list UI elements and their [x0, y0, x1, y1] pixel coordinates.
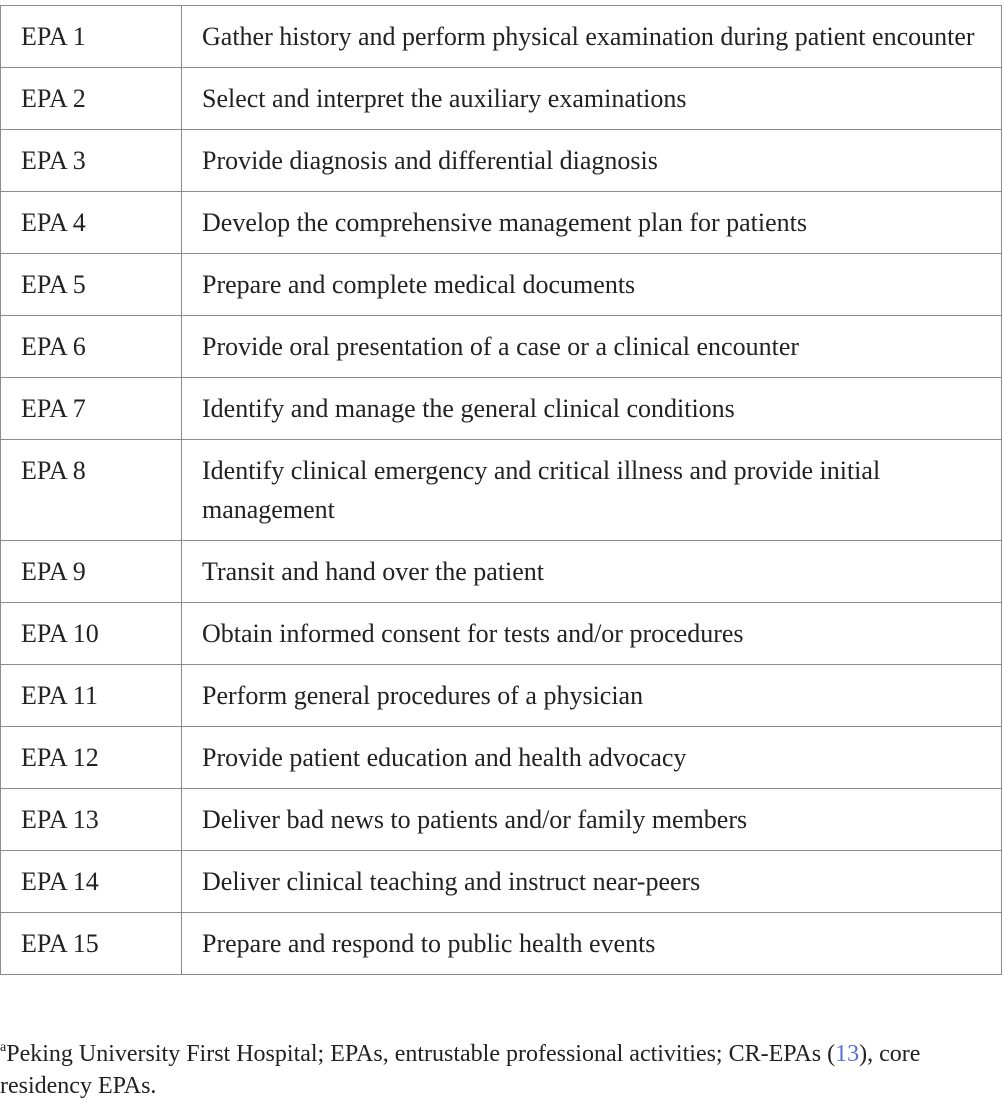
epa-description-cell: Identify clinical emergency and critical illness and provide initial management: [182, 440, 1002, 541]
epa-description-cell: Gather history and perform physical examination during patient encounter: [182, 6, 1002, 68]
table-row: [1, 316, 1002, 378]
footnote-text-before: Peking University First Hospital; EPAs, entrustable professional activities; CR-EPAs (: [6, 1041, 836, 1067]
epa-id-cell: EPA 3: [1, 130, 182, 192]
epa-id-cell: EPA 14: [1, 851, 182, 913]
epa-description-cell: Perform general procedures of a physician: [182, 665, 1002, 727]
epa-description-cell: Prepare and complete medical documents: [182, 254, 1002, 316]
table-row: [1, 378, 1002, 440]
epa-id-cell: EPA 10: [1, 603, 182, 665]
epa-description-cell: Provide diagnosis and differential diagnosis: [182, 130, 1002, 192]
epa-table: [0, 5, 1002, 975]
epa-description-cell: Obtain informed consent for tests and/or procedures: [182, 603, 1002, 665]
epa-description-cell: Transit and hand over the patient: [182, 541, 1002, 603]
table-row: [1, 541, 1002, 603]
table-row: [1, 68, 1002, 130]
epa-description-cell: Provide oral presentation of a case or a clinical encounter: [182, 316, 1002, 378]
table-row: [1, 603, 1002, 665]
epa-id-cell: EPA 1: [1, 6, 182, 68]
epa-description-cell: Deliver clinical teaching and instruct near-peers: [182, 851, 1002, 913]
epa-description-cell: Provide patient education and health advocacy: [182, 727, 1002, 789]
table-row: [1, 851, 1002, 913]
table-row: [1, 254, 1002, 316]
epa-id-cell: EPA 13: [1, 789, 182, 851]
table-row: [1, 913, 1002, 975]
table-row: [1, 665, 1002, 727]
table-row: [1, 192, 1002, 254]
epa-id-cell: EPA 15: [1, 913, 182, 975]
epa-description-cell: Prepare and respond to public health events: [182, 913, 1002, 975]
epa-id-cell: EPA 5: [1, 254, 182, 316]
footnote-text-after: ), core residency EPAs.: [0, 1041, 921, 1099]
table-footnote: [0, 1038, 1000, 1102]
table-row: [1, 130, 1002, 192]
epa-id-cell: EPA 9: [1, 541, 182, 603]
epa-table-body: [1, 6, 1002, 975]
epa-id-cell: EPA 7: [1, 378, 182, 440]
footnote-marker: a: [0, 1040, 7, 1055]
epa-description-cell: Identify and manage the general clinical conditions: [182, 378, 1002, 440]
epa-id-cell: EPA 8: [1, 440, 182, 541]
epa-description-cell: Select and interpret the auxiliary examinations: [182, 68, 1002, 130]
table-row: [1, 727, 1002, 789]
epa-id-cell: EPA 11: [1, 665, 182, 727]
epa-id-cell: EPA 4: [1, 192, 182, 254]
epa-description-cell: Deliver bad news to patients and/or family members: [182, 789, 1002, 851]
reference-link[interactable]: 13: [835, 1041, 860, 1067]
table-row: [1, 440, 1002, 541]
epa-description-cell: Develop the comprehensive management plan for patients: [182, 192, 1002, 254]
epa-id-cell: EPA 12: [1, 727, 182, 789]
epa-id-cell: EPA 2: [1, 68, 182, 130]
epa-id-cell: EPA 6: [1, 316, 182, 378]
table-row: [1, 6, 1002, 68]
table-row: [1, 789, 1002, 851]
